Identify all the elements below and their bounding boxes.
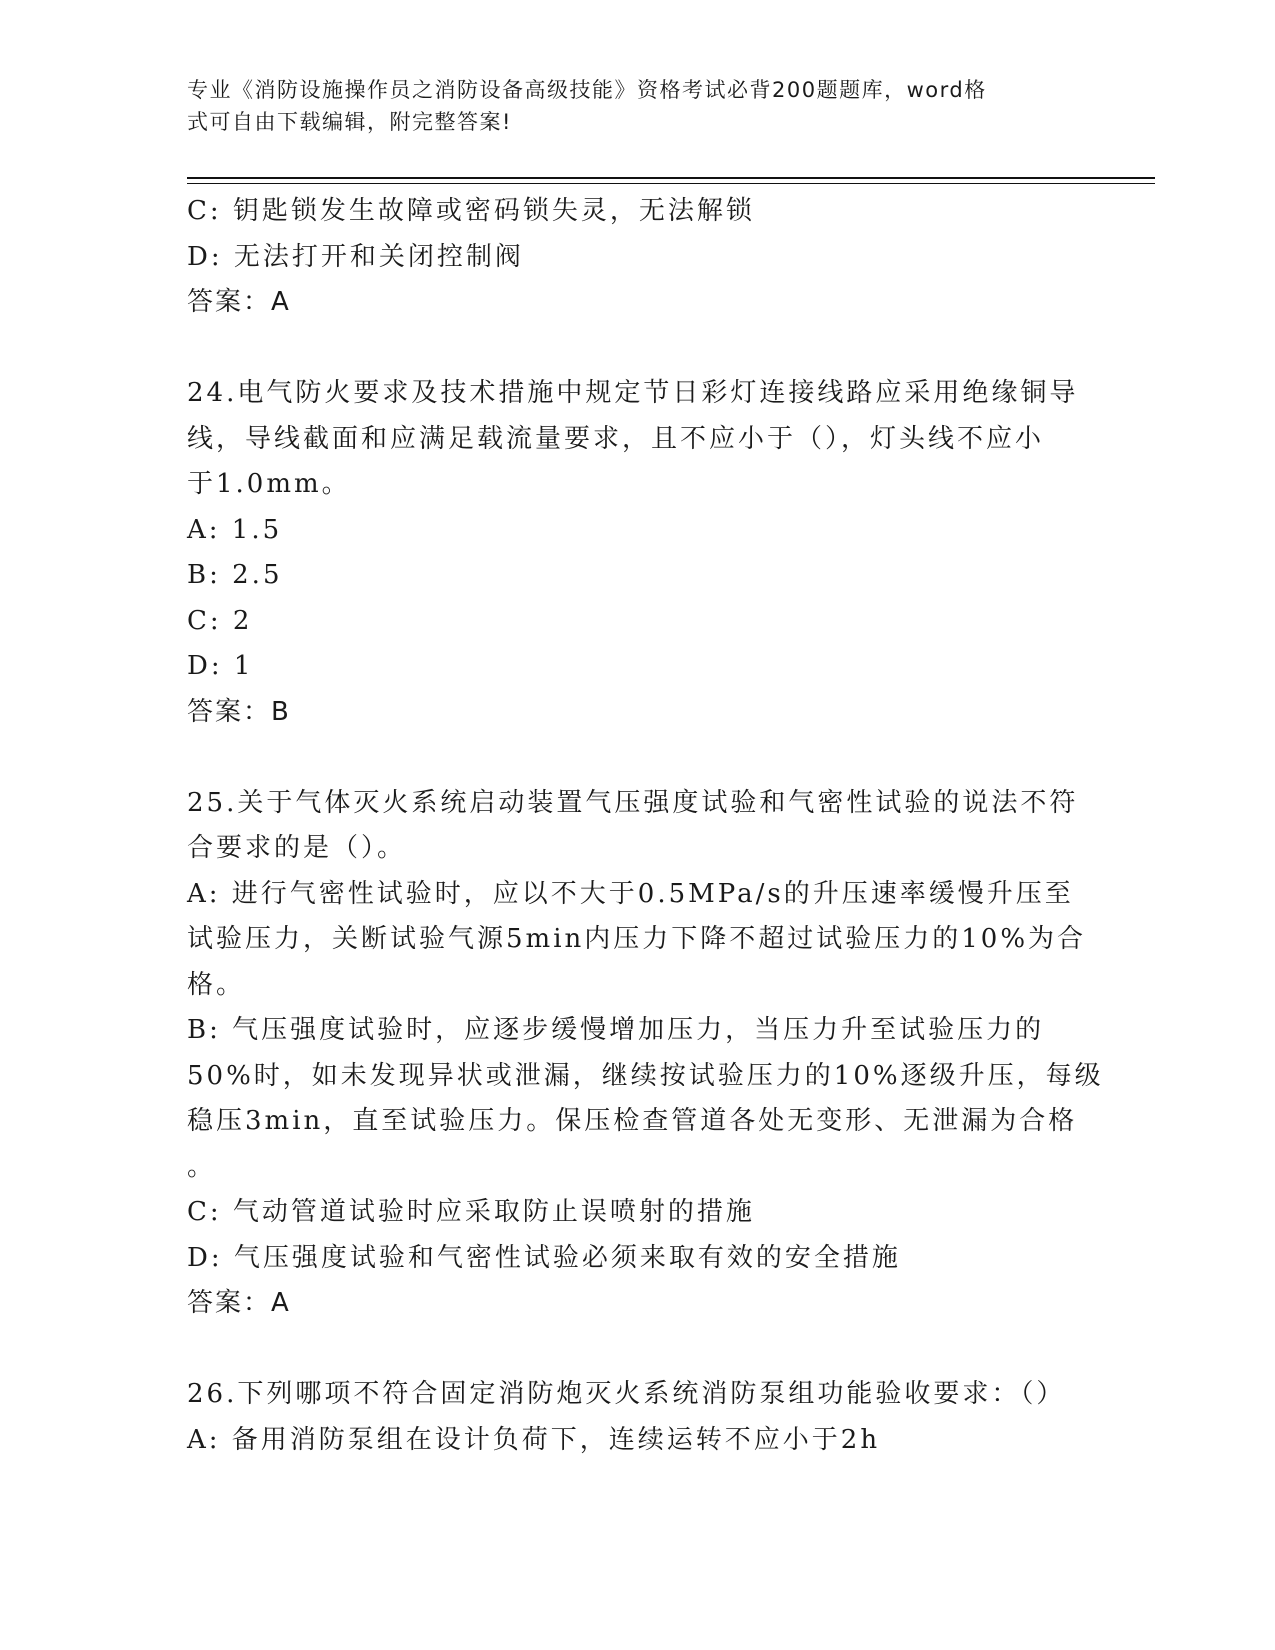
q23-option-d: D: 无法打开和关闭控制阀 bbox=[187, 241, 524, 272]
header-line-1: 专业《消防设施操作员之消防设备高级技能》资格考试必背200题题库，word格 bbox=[187, 78, 987, 102]
q24-option-b: B: 2.5 bbox=[187, 560, 283, 590]
q24-option-d: D: 1 bbox=[187, 651, 254, 681]
q25-option-b-line-2: 50%时，如未发现异状或泄漏，继续按试验压力的10%逐级升压，每级 bbox=[187, 1060, 1104, 1091]
q24-option-a: A: 1.5 bbox=[187, 514, 283, 545]
header-line-2: 式可自由下载编辑，附完整答案! bbox=[187, 110, 512, 134]
q25-option-b-line-4: 。 bbox=[187, 1151, 217, 1182]
q25-option-c: C: 气动管道试验时应采取防止误喷射的措施 bbox=[187, 1197, 755, 1227]
spacer bbox=[187, 735, 1087, 781]
q26-stem-line-1: 26.下列哪项不符合固定消防炮灭火系统消防泵组功能验收要求：（） bbox=[187, 1379, 1066, 1409]
q25-option-a-line-1: A: 进行气密性试验时，应以不大于0.5MPa/s的升压速率缓慢升压至 bbox=[187, 878, 1074, 909]
q25-answer: 答案：A bbox=[187, 1288, 291, 1318]
question-body bbox=[187, 189, 1104, 1463]
q25-option-d: D: 气压强度试验和气密性试验必须来取有效的安全措施 bbox=[187, 1242, 901, 1273]
q26-option-a: A: 备用消防泵组在设计负荷下，连续运转不应小于2h bbox=[187, 1424, 881, 1455]
q25-option-b-line-1: B: 气压强度试验时，应逐步缓慢增加压力，当压力升至试验压力的 bbox=[187, 1015, 1045, 1045]
spacer bbox=[187, 326, 1087, 372]
spacer bbox=[187, 1327, 1087, 1373]
q24-stem-line-3: 于1.0mm。 bbox=[187, 469, 351, 499]
q24-stem-line-2: 线，导线截面和应满足载流量要求，且不应小于（），灯头线不应小 bbox=[187, 423, 1045, 454]
q25-stem-line-1: 25.关于气体灭火系统启动装置气压强度试验和气密性试验的说法不符 bbox=[187, 787, 1079, 818]
q24-answer: 答案：B bbox=[187, 696, 291, 727]
q23-option-c: C: 钥匙锁发生故障或密码锁失灵，无法解锁 bbox=[187, 196, 755, 226]
q24-stem-line-1: 24.电气防火要求及技术措施中规定节日彩灯连接线路应采用绝缘铜导 bbox=[187, 378, 1079, 408]
q23-answer: 答案：A bbox=[187, 287, 291, 317]
header-divider-thick bbox=[187, 177, 1155, 179]
q25-option-b-line-3: 稳压3min，直至试验压力。保压检查管道各处无变形、无泄漏为合格 bbox=[187, 1106, 1078, 1136]
page-header bbox=[187, 74, 1067, 138]
q25-option-a-line-2: 试验压力，关断试验气源5min内压力下降不超过试验压力的10%为合 bbox=[187, 924, 1087, 954]
q25-option-a-line-3: 格。 bbox=[187, 969, 246, 1000]
q25-stem-line-2: 合要求的是（）。 bbox=[187, 833, 407, 863]
header-divider-thin bbox=[187, 183, 1155, 184]
q24-option-c: C: 2 bbox=[187, 605, 253, 636]
